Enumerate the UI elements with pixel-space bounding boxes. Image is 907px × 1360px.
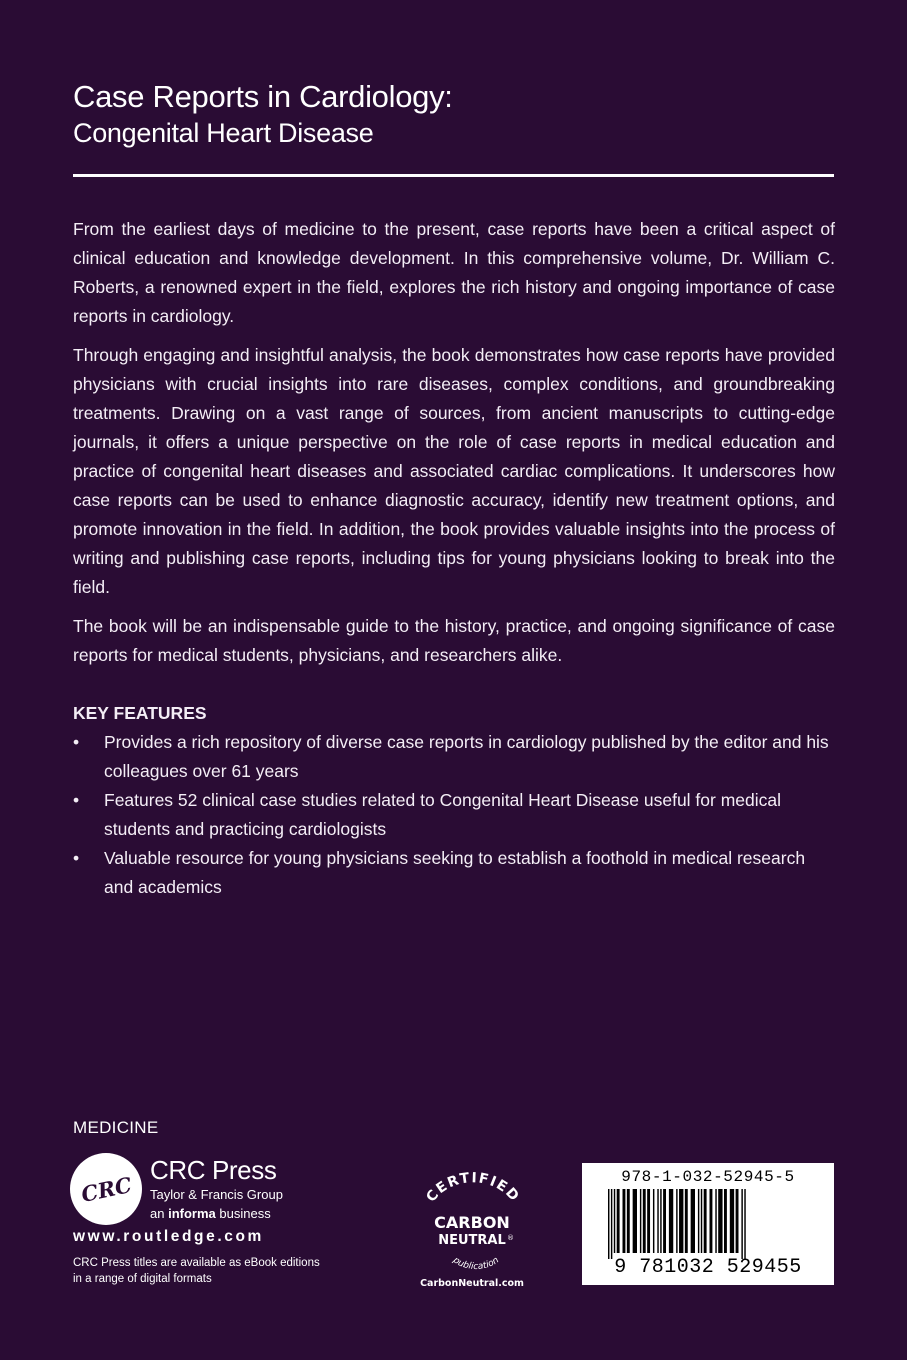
key-features-heading: KEY FEATURES (73, 703, 207, 723)
key-features-list (73, 728, 835, 902)
description-paragraph: The book will be an indispensable guide to the history, practice, and ongoing significance of case reports for medical students, physicians, and researchers alike. (73, 616, 835, 665)
feature-text: Valuable resource for young physicians seeking to establish a foothold in medical research and academics (104, 848, 806, 897)
informa-brand: informa (168, 1206, 216, 1221)
barcode-bar (643, 1189, 646, 1253)
crc-logo-icon (70, 1153, 142, 1225)
publisher-group: Taylor & Francis Group (150, 1187, 283, 1202)
list-item (73, 728, 835, 786)
title-divider (73, 174, 834, 177)
barcode-bar (653, 1189, 654, 1253)
barcode-bar (623, 1189, 626, 1253)
barcode-bar (698, 1189, 699, 1253)
ebook-note-line: CRC Press titles are available as eBook editions (73, 1257, 320, 1269)
bullet-icon: • (73, 848, 80, 868)
carbon-publication: publication (451, 1255, 501, 1273)
description-paragraph: Through engaging and insightful analysis, the book demonstrates how case reports have provided physicians with crucial insights into rare diseases, complex conditions, and groundbreaking treatments. Drawing on a vast range of sources, from ancient manuscripts to cutting-edge journals, it offers a unique perspective on the role of case reports in medical education and practice of congenital heart diseases and associated cardiac complications. It underscores how case reports can be used to enhance diagnostic accuracy, identify new treatment options, and promote innovation in the field. In addition, the book provides valuable insights into the process of writing and publishing case reports, including tips for young physicians looking to break into the field. (73, 345, 835, 597)
informa-suffix: business (219, 1206, 271, 1221)
svg-text:CERTIFIED (423, 1170, 522, 1205)
ebook-note-line: in a range of digital formats (73, 1273, 212, 1285)
publisher-informa (150, 1204, 283, 1223)
barcode-bar (741, 1189, 742, 1259)
barcode-bar (679, 1189, 683, 1253)
carbon-line2: NEUTRAL (438, 1233, 506, 1248)
description-paragraph: From the earliest days of medicine to the present, case reports have been a critical aspect of clinical education and knowledge development. In this comprehensive volume, Dr. William C. Roberts, a renowned expert in the field, explores the rich history and ongoing importance of case reports in cardiology. (73, 219, 835, 326)
barcode-bar (608, 1189, 609, 1259)
barcode-bar (627, 1189, 630, 1253)
list-item (73, 844, 835, 902)
barcode-bar (633, 1189, 637, 1253)
barcode-bar (691, 1189, 695, 1253)
feature-text: Provides a rich repository of diverse case reports in cardiology published by the editor and his colleagues over 61 years (104, 732, 829, 781)
subject-category: MEDICINE (73, 1118, 159, 1137)
barcode-bar (611, 1189, 612, 1259)
barcode-bar (685, 1189, 688, 1253)
barcode-bar (730, 1189, 734, 1253)
carbon-url: CarbonNeutral.com (420, 1278, 524, 1289)
barcode-bar (640, 1189, 641, 1253)
barcode-bar (724, 1189, 727, 1253)
title-block (73, 78, 843, 150)
barcode-bar (647, 1189, 650, 1253)
barcode-bar (715, 1189, 716, 1253)
informa-prefix: an (150, 1206, 165, 1221)
publisher-name: CRC Press (150, 1155, 277, 1185)
barcode-bar (669, 1189, 673, 1253)
barcode-bar (676, 1189, 677, 1253)
ebook-note (73, 1255, 343, 1287)
barcode (582, 1163, 834, 1285)
barcode-bar (614, 1189, 615, 1253)
book-title: Case Reports in Cardiology: (73, 79, 453, 114)
bullet-icon: • (73, 732, 80, 752)
barcode-bar (736, 1189, 739, 1253)
crc-logo-text: CRC (78, 1171, 134, 1207)
barcode-bar (744, 1189, 745, 1259)
feature-text: Features 52 clinical case studies related to Congenital Heart Disease useful for medical students and practicing cardiologists (104, 790, 782, 839)
barcode-bar (663, 1189, 666, 1253)
svg-text:publication (450, 1255, 501, 1272)
barcode-bar (710, 1189, 713, 1253)
publisher-info (150, 1155, 283, 1223)
bullet-icon: • (73, 790, 80, 810)
publisher-website[interactable]: www.routledge.com (73, 1228, 264, 1245)
barcode-bar (704, 1189, 707, 1253)
barcode-bar (701, 1189, 702, 1253)
barcode-bar (718, 1189, 722, 1253)
key-features (73, 700, 835, 902)
carbon-line1: CARBON (434, 1213, 510, 1232)
carbon-neutral-logo-icon (410, 1162, 535, 1292)
barcode-bars-icon (594, 1189, 822, 1259)
book-subtitle: Congenital Heart Disease (73, 118, 374, 148)
carbon-registered: ® (507, 1234, 514, 1242)
barcode-bar (617, 1189, 620, 1253)
carbon-arc-text: CERTIFIED (423, 1170, 523, 1206)
isbn-digits: 9 781032 529455 (614, 1256, 802, 1279)
barcode-bar (660, 1189, 661, 1253)
isbn-text: 978-1-032-52945-5 (621, 1168, 795, 1186)
list-item (73, 786, 835, 844)
barcode-bar (657, 1189, 658, 1253)
description (73, 215, 835, 680)
